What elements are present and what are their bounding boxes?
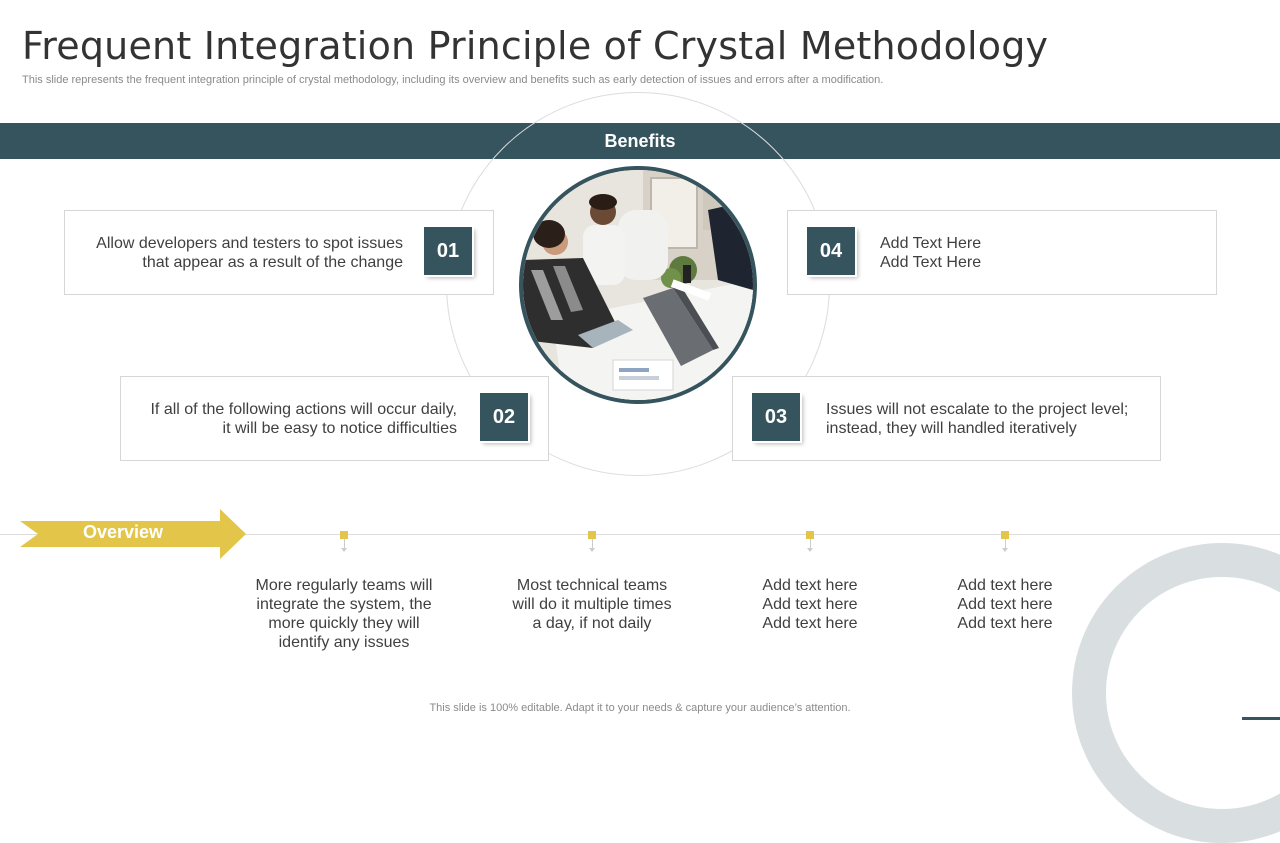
timeline-marker-4 bbox=[1001, 531, 1009, 539]
benefit-text-01-line1: Allow developers and testers to spot issues bbox=[96, 235, 403, 252]
timeline-marker-1 bbox=[340, 531, 348, 539]
benefit-number-03: 03 bbox=[752, 393, 800, 441]
benefit-text-01 bbox=[80, 234, 403, 272]
benefit-text-03-line2: instead, they will handled iteratively bbox=[826, 420, 1077, 437]
timeline-marker-3 bbox=[806, 531, 814, 539]
benefit-text-04-line1: Add Text Here bbox=[880, 235, 982, 252]
benefit-text-02 bbox=[130, 400, 457, 438]
timeline-marker-2 bbox=[588, 531, 596, 539]
benefit-number-02: 02 bbox=[480, 393, 528, 441]
benefit-text-04-line2: Add Text Here bbox=[880, 254, 982, 271]
overview-text-2: Most technical teams will do it multiple times a day, if not daily bbox=[512, 577, 672, 632]
page-subtitle: This slide represents the frequent integration principle of crystal methodology, including its overview and benefits such as early detection of issues and errors after a modification. bbox=[22, 74, 884, 86]
overview-label: Overview bbox=[82, 522, 164, 542]
team-meeting-photo bbox=[519, 166, 757, 404]
overview-text-3: Add text here Add text here Add text here bbox=[762, 577, 858, 632]
benefit-text-01-line2: that appear as a result of the change bbox=[142, 254, 403, 271]
timeline-marker-3-tip bbox=[807, 548, 813, 552]
team-meeting-illustration bbox=[523, 170, 753, 400]
page-title: Frequent Integration Principle of Crystal Methodology bbox=[22, 24, 1049, 68]
benefit-text-02-line1: If all of the following actions will occur daily, bbox=[150, 401, 457, 418]
footer-note: This slide is 100% editable. Adapt it to your needs & capture your audience’s attention. bbox=[429, 702, 851, 714]
benefit-text-04 bbox=[880, 234, 1180, 272]
overview-text-4: Add text here Add text here Add text here bbox=[957, 577, 1053, 632]
benefit-number-04: 04 bbox=[807, 227, 855, 275]
benefit-number-01: 01 bbox=[424, 227, 472, 275]
overview-text-1: More regularly teams will integrate the system, the more quickly they will identify any issues bbox=[255, 577, 433, 651]
benefit-text-03-line1: Issues will not escalate to the project level; bbox=[826, 401, 1129, 418]
timeline-marker-1-tip bbox=[341, 548, 347, 552]
timeline-marker-4-tip bbox=[1002, 548, 1008, 552]
benefit-text-03 bbox=[826, 400, 1146, 438]
benefit-text-02-line2: it will be easy to notice difficulties bbox=[222, 420, 457, 437]
timeline-marker-2-tip bbox=[589, 548, 595, 552]
decorative-corner-ring bbox=[1072, 543, 1280, 843]
benefits-heading: Benefits bbox=[604, 130, 676, 151]
